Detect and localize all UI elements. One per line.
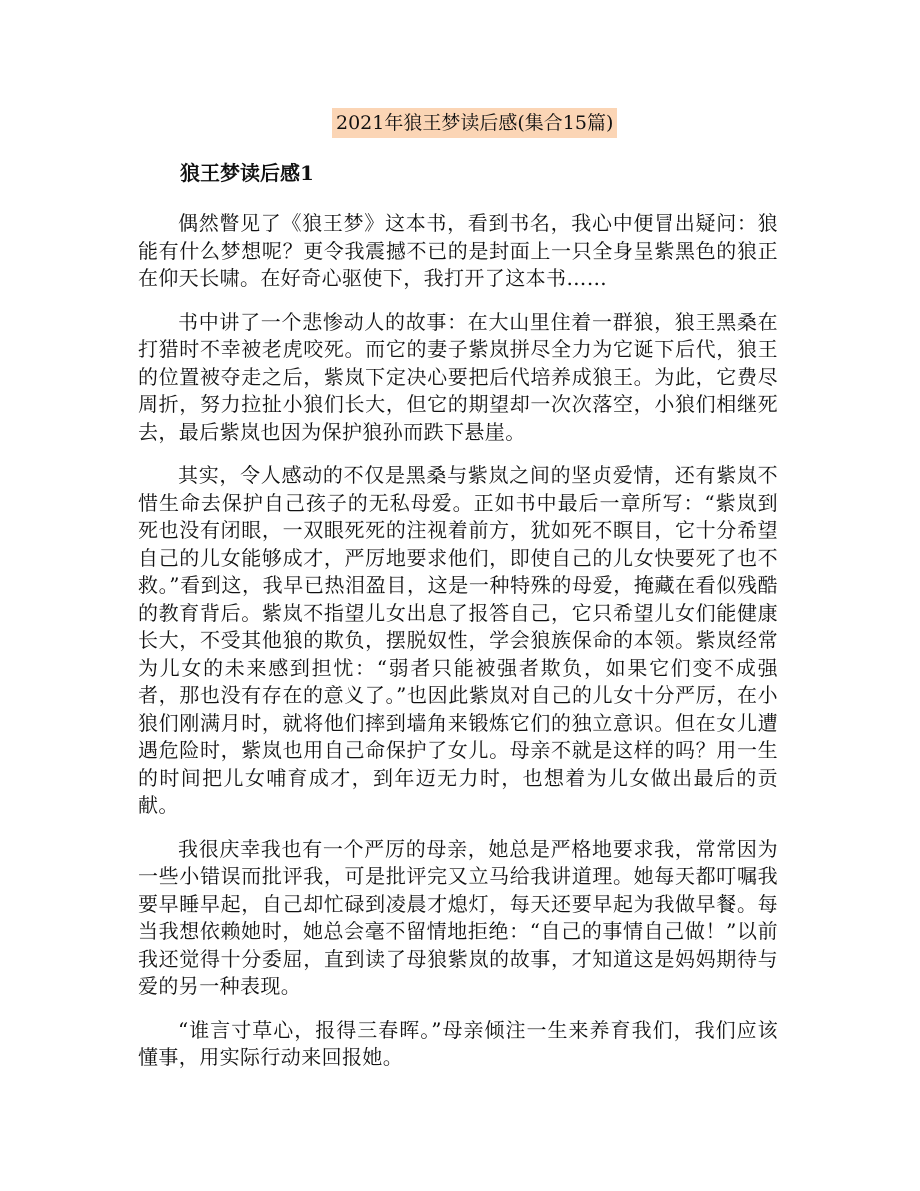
paragraph: 其实，令人感动的不仅是黑桑与紫岚之间的坚贞爱情，还有紫岚不惜生命去保护自己孩子的无私母爱。正如书中最后一章所写：“紫岚到死也没有闭眼，一双眼死死的注视着前方，犹如死不瞑目，它十分希望自己的儿女能够成才，严厉地要求他们，即使自己的儿女快要死了也不救。”看到这，我早已热泪盈目，这是一种特殊的母爱，掩藏在看似残酷的教育背后。紫岚不指望儿女出息了报答自己，它只希望儿女们能健康长大，不受其他狼的欺负，摆脱奴性，学会狼族保命的本领。紫岚经常为儿女的未来感到担忧：“弱者只能被强者欺负，如果它们变不成强者，那也没有存在的意义了。”也因此紫岚对自己的儿女十分严厉，在小狼们刚满月时，就将他们摔到墙角来锻炼它们的独立意识。但在女儿遭遇危险时，紫岚也用自己命保护了女儿。母亲不就是这样的吗？用一生的时间把儿女哺育成才，到年迈无力时，也想着为儿女做出最后的贡献。 — [138, 463, 778, 817]
paragraph: 书中讲了一个悲惨动人的故事：在大山里住着一群狼，狼王黑桑在打猎时不幸被老虎咬死。而它的妻子紫岚拼尽全力为它诞下后代，狼王的位置被夺走之后，紫岚下定决心要把后代培养成狼王。为此，它费尽周折，努力拉扯小狼们长大，但它的期望却一次次落空，小狼们相继死去，最后紫岚也因为保护狼孙而跌下悬崖。 — [138, 309, 778, 444]
paragraph: 偶然瞥见了《狼王梦》这本书，看到书名，我心中便冒出疑问：狼能有什么梦想呢？更令我震撼不已的是封面上一只全身呈紫黑色的狼正在仰天长啸。在好奇心驱使下，我打开了这本书…… — [138, 211, 778, 290]
paragraph: “谁言寸草心，报得三春晖。”母亲倾注一生来养育我们，我们应该懂事，用实际行动来回报她。 — [138, 1017, 778, 1069]
section-heading: 狼王梦读后感1 — [180, 161, 314, 185]
document-title: 2021年狼王梦读后感(集合15篇) — [332, 108, 617, 138]
document-body — [138, 210, 778, 1088]
paragraph: 我很庆幸我也有一个严厉的母亲，她总是严格地要求我，常常因为一些小错误而批评我，可是批评完又立马给我讲道理。她每天都叮嘱我要早睡早起，自己却忙碌到凌晨才熄灯，每天还要早起为我做早餐。每当我想依赖她时，她总会毫不留情地拒绝：“自己的事情自己做！”以前我还觉得十分委屈，直到读了母狼紫岚的故事，才知道这是妈妈期待与爱的另一种表现。 — [138, 836, 778, 998]
